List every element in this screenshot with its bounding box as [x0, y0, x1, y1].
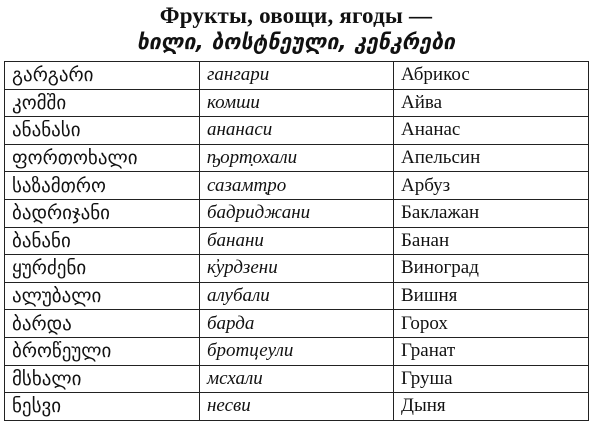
transliteration-cell: барда	[200, 310, 394, 338]
transliteration-cell: ҧорт̣охали	[200, 144, 394, 172]
page-title	[0, 0, 592, 58]
table-row	[5, 89, 589, 117]
vocabulary-table	[4, 61, 589, 421]
russian-word-cell: Абрикос	[394, 62, 589, 90]
georgian-word-cell: ფორთოხალი	[5, 144, 200, 172]
transliteration-cell: ананаси	[200, 117, 394, 145]
transliteration-cell: сазамт̣ро	[200, 172, 394, 200]
table-row	[5, 337, 589, 365]
russian-word-cell: Дыня	[394, 393, 589, 421]
georgian-word-cell: საზამთრო	[5, 172, 200, 200]
title-georgian: ხილი, ბოსტნეული, კენკრები	[136, 30, 456, 54]
georgian-word-cell: ნესვი	[5, 393, 200, 421]
table-row	[5, 227, 589, 255]
russian-word-cell: Баклажан	[394, 199, 589, 227]
russian-word-cell: Арбуз	[394, 172, 589, 200]
georgian-word-cell: ყურძენი	[5, 255, 200, 283]
georgian-word-cell: ბროწეული	[5, 337, 200, 365]
table-row	[5, 282, 589, 310]
georgian-word-cell: ბანანი	[5, 227, 200, 255]
table-row	[5, 172, 589, 200]
transliteration-cell: гангари	[200, 62, 394, 90]
russian-word-cell: Банан	[394, 227, 589, 255]
georgian-word-cell: მსხალი	[5, 365, 200, 393]
russian-word-cell: Вишня	[394, 282, 589, 310]
transliteration-cell: бадриджани	[200, 199, 394, 227]
table-row	[5, 310, 589, 338]
vocabulary-table-body	[5, 62, 589, 421]
georgian-word-cell: ბადრიჯანი	[5, 199, 200, 227]
georgian-word-cell: ალუბალი	[5, 282, 200, 310]
transliteration-cell: комши	[200, 89, 394, 117]
russian-word-cell: Ананас	[394, 117, 589, 145]
table-row	[5, 393, 589, 421]
table-row	[5, 255, 589, 283]
russian-word-cell: Гранат	[394, 337, 589, 365]
transliteration-cell: бротцеули	[200, 337, 394, 365]
transliteration-cell: к̓урдзени	[200, 255, 394, 283]
transliteration-cell: несви	[200, 393, 394, 421]
title-russian: Фрукты, овощи, ягоды —	[159, 3, 433, 28]
transliteration-cell: мсхали	[200, 365, 394, 393]
table-row	[5, 199, 589, 227]
table-row	[5, 62, 589, 90]
russian-word-cell: Горох	[394, 310, 589, 338]
transliteration-cell: алубали	[200, 282, 394, 310]
russian-word-cell: Виноград	[394, 255, 589, 283]
georgian-word-cell: ანანასი	[5, 117, 200, 145]
table-row	[5, 117, 589, 145]
table-row	[5, 144, 589, 172]
transliteration-cell: банани	[200, 227, 394, 255]
table-row	[5, 365, 589, 393]
russian-word-cell: Айва	[394, 89, 589, 117]
russian-word-cell: Апельсин	[394, 144, 589, 172]
georgian-word-cell: კომში	[5, 89, 200, 117]
russian-word-cell: Груша	[394, 365, 589, 393]
georgian-word-cell: გარგარი	[5, 62, 200, 90]
georgian-word-cell: ბარდა	[5, 310, 200, 338]
